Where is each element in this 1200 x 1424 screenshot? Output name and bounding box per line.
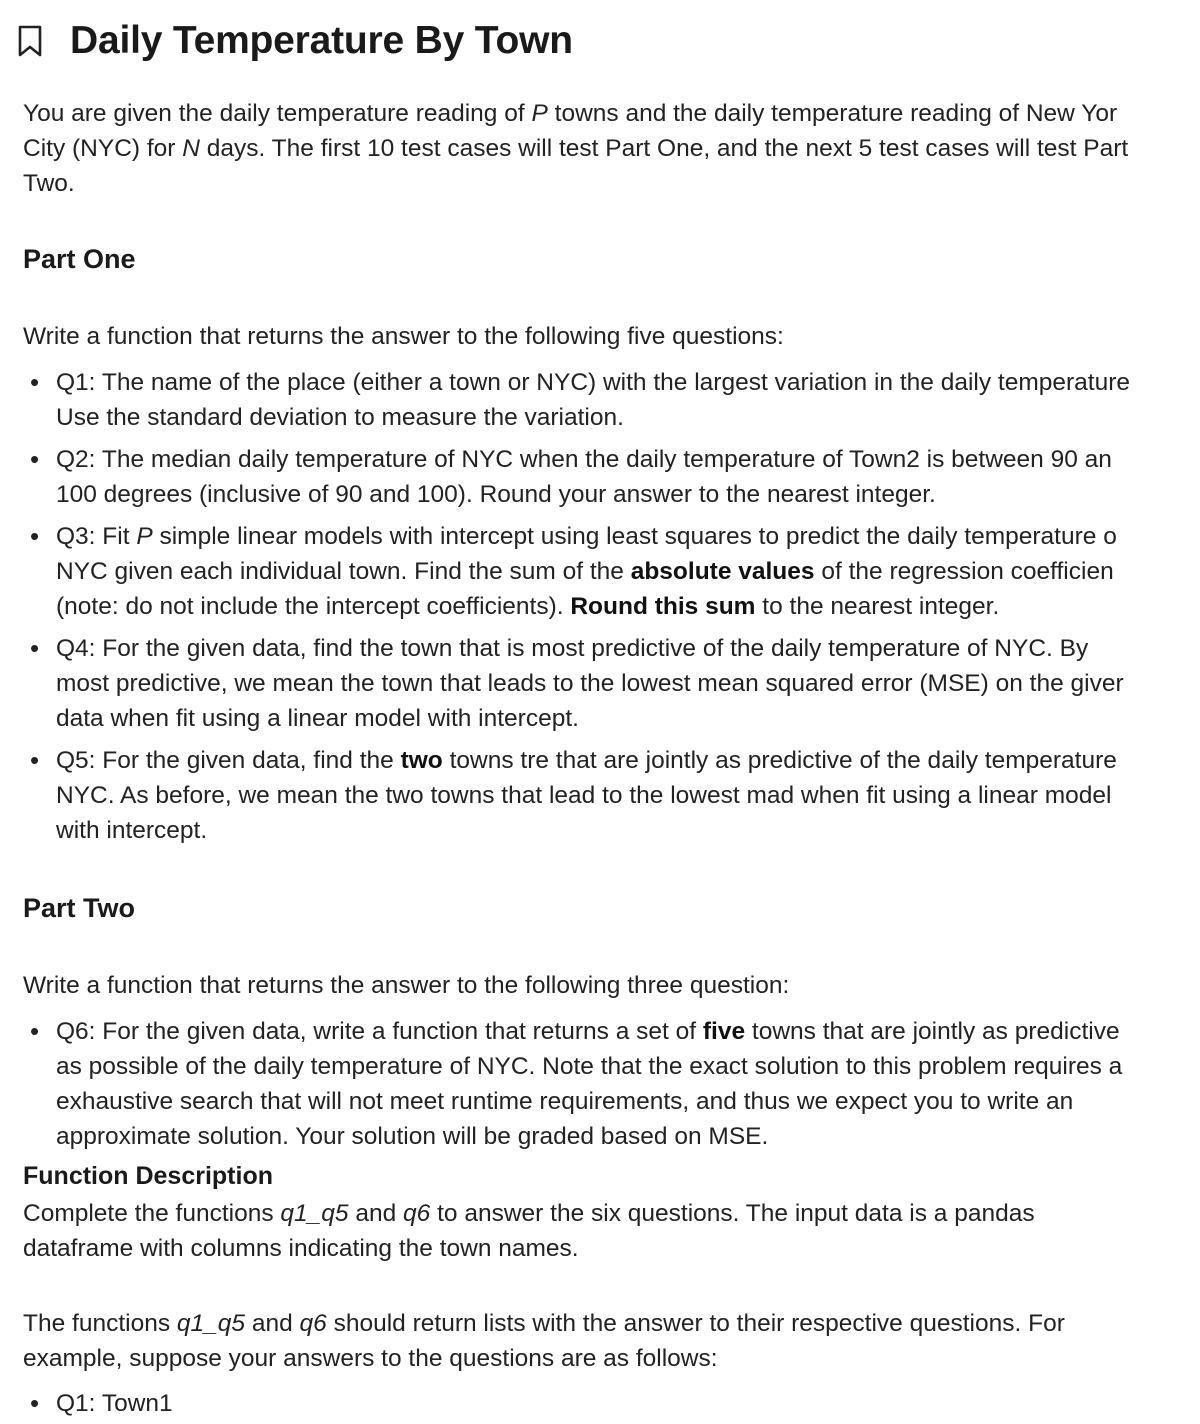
q3-bullet: • [30,521,40,551]
part-two-lead: Write a function that returns the answer to the following three question: [23,972,790,999]
q2-line-1: Q2: The median daily temperature of NYC when the daily temperature of Town2 is between 90 an [56,446,1112,473]
q2-bullet: • [30,444,40,474]
q5-line-3: with intercept. [56,817,208,844]
intro-line-3: Two. [23,170,75,197]
q5-line-1: Q5: For the given data, find the two towns tre that are jointly as predictive of the daily temperature [56,747,1117,774]
part-one-lead: Write a function that returns the answer to the following five questions: [23,323,784,350]
q4-line-2: most predictive, we mean the town that leads to the lowest mean squared error (MSE) on the giver [56,670,1124,697]
example-q1-bullet: • [30,1388,40,1418]
q6-line-2: as possible of the daily temperature of NYC. Note that the exact solution to this problem requires a [56,1053,1123,1080]
q5-line-2: NYC. As before, we mean the two towns that lead to the lowest mad when fit using a linear model [56,782,1112,809]
function-description-line-1: Complete the functions q1_q5 and q6 to answer the six questions. The input data is a pandas [23,1200,1035,1227]
q4-bullet: • [30,633,40,663]
function-description-heading: Function Description [23,1162,273,1190]
bookmark-icon[interactable] [16,24,44,58]
return-description-line-2: example, suppose your answers to the questions are as follows: [23,1345,718,1372]
page-title: Daily Temperature By Town [70,19,573,62]
title-row [16,18,573,64]
q3-line-2: NYC given each individual town. Find the sum of the absolute values of the regression coefficien [56,558,1114,585]
example-q1: Q1: Town1 [56,1390,173,1417]
q6-bullet: • [30,1016,40,1046]
q4-line-3: data when fit using a linear model with intercept. [56,705,579,732]
q3-line-1: Q3: Fit P simple linear models with intercept using least squares to predict the daily temperature o [56,523,1117,550]
q1-bullet: • [30,367,40,397]
q2-line-2: 100 degrees (inclusive of 90 and 100). Round your answer to the nearest integer. [56,481,936,508]
q6-line-3: exhaustive search that will not meet runtime requirements, and thus we expect you to write an [56,1088,1074,1115]
q1-line-1: Q1: The name of the place (either a town or NYC) with the largest variation in the daily temperature [56,369,1131,396]
function-description-line-2: dataframe with columns indicating the town names. [23,1235,579,1262]
intro-line-2: City (NYC) for N days. The first 10 test cases will test Part One, and the next 5 test cases will test Part [23,135,1129,162]
q4-line-1: Q4: For the given data, find the town that is most predictive of the daily temperature of NYC. By [56,635,1089,662]
return-description-line-1: The functions q1_q5 and q6 should return lists with the answer to their respective questions. For [23,1310,1065,1337]
part-one-heading: Part One [23,244,136,274]
q1-line-2: Use the standard deviation to measure the variation. [56,404,624,431]
q6-line-4: approximate solution. Your solution will be graded based on MSE. [56,1123,769,1150]
q3-line-3: (note: do not include the intercept coefficients). Round this sum to the nearest integer. [56,593,1000,620]
part-two-heading: Part Two [23,893,136,923]
q6-line-1: Q6: For the given data, write a function that returns a set of five towns that are jointly as predictive [56,1018,1120,1045]
q5-bullet: • [30,745,40,775]
intro-line-1: You are given the daily temperature reading of P towns and the daily temperature reading of New Yor [23,100,1118,127]
